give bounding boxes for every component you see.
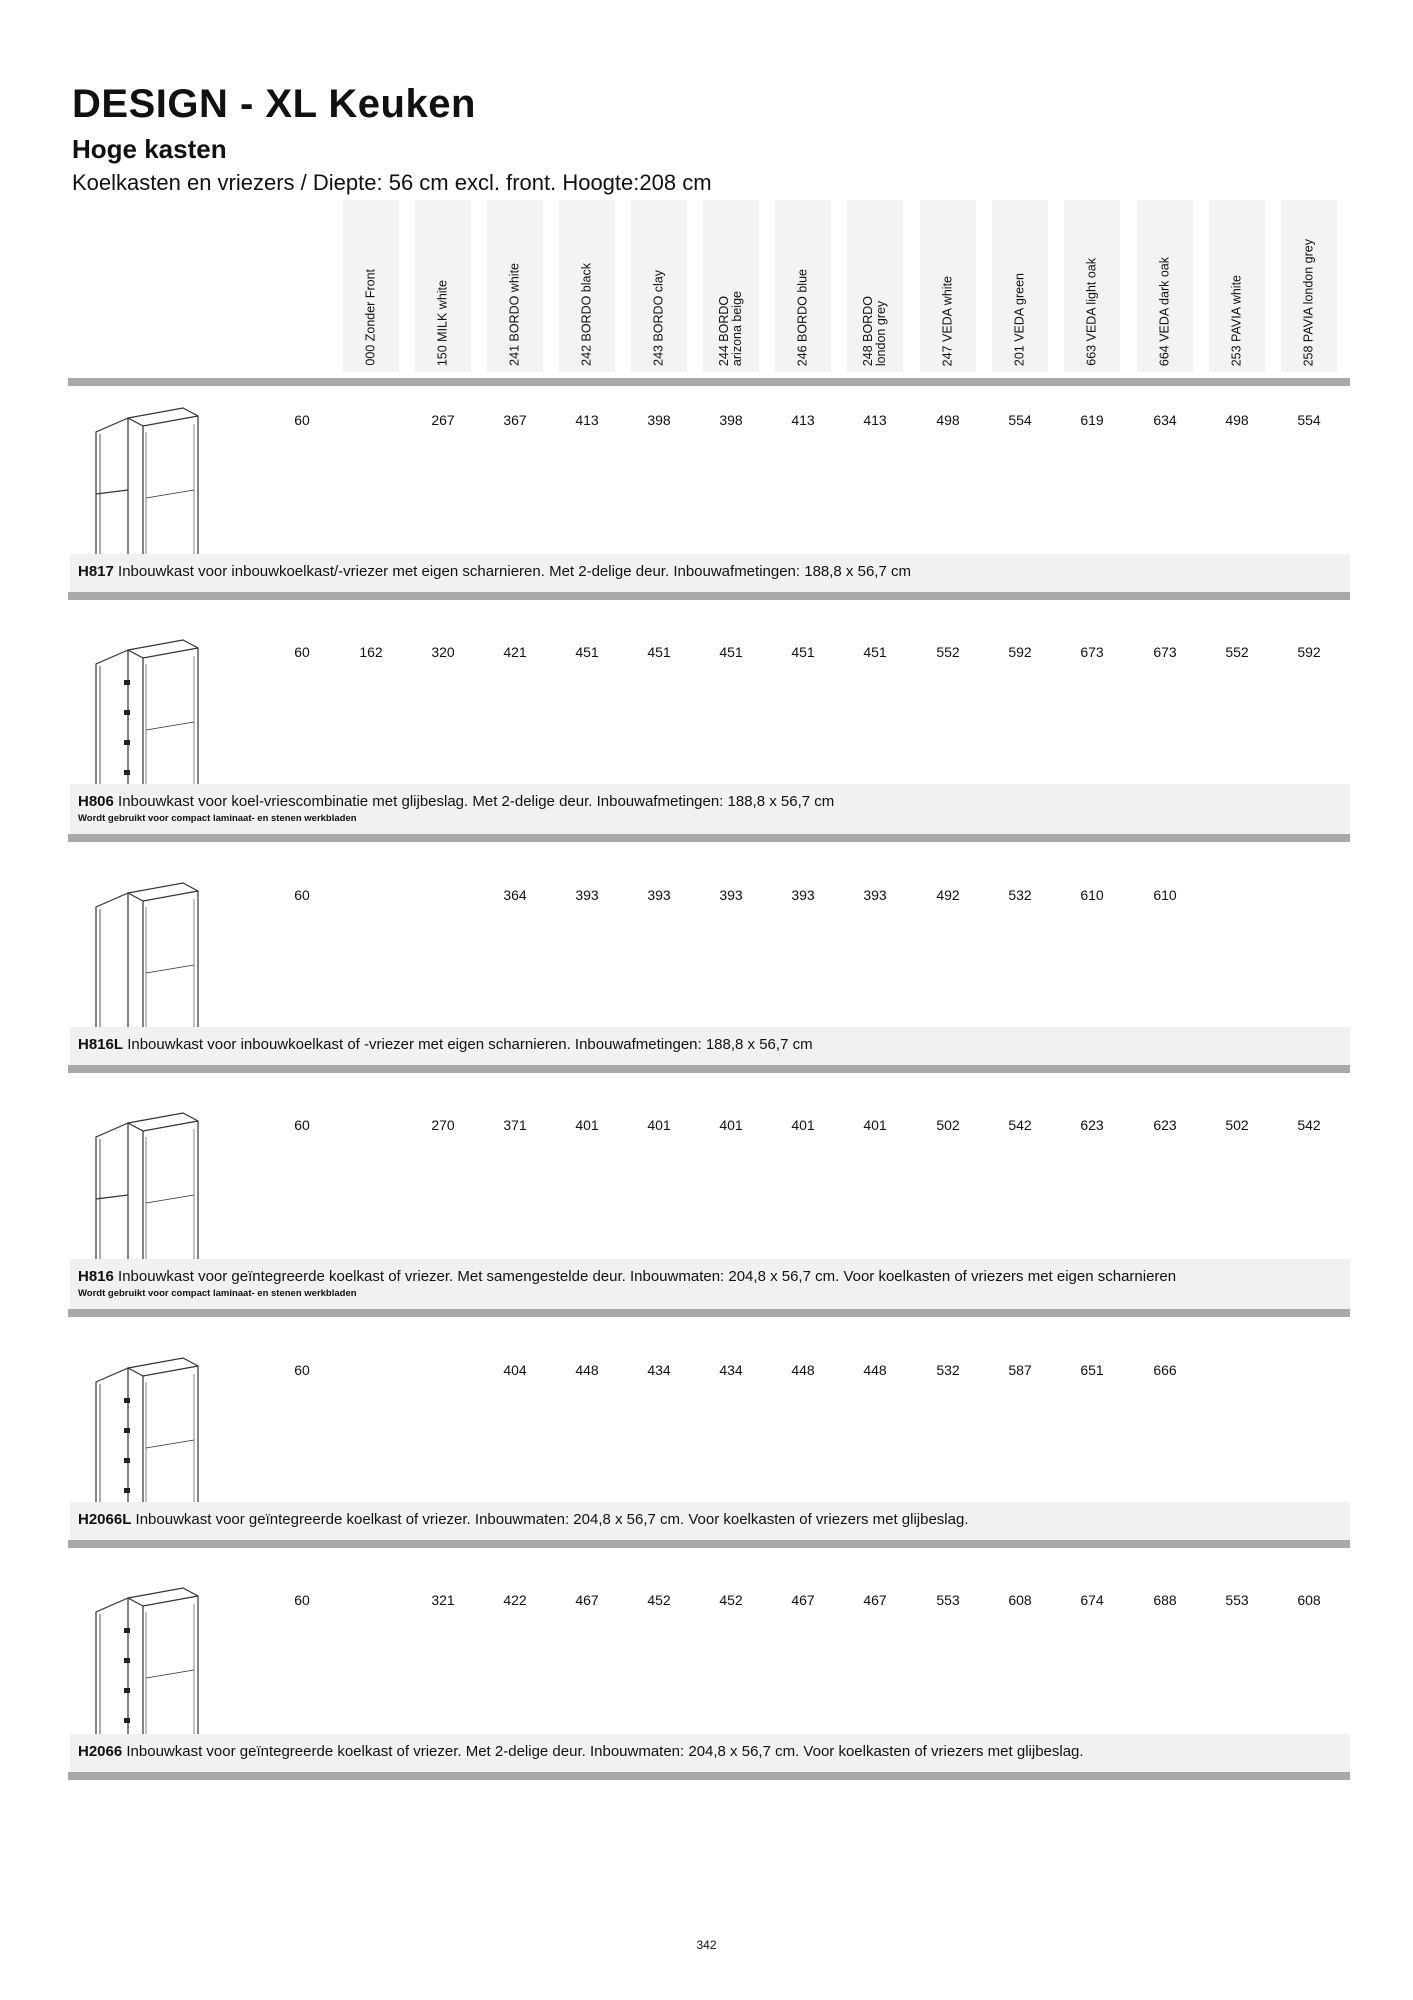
price-cell: 413 [791,412,815,428]
price-cell: 502 [1225,1117,1249,1133]
price-cell: 552 [1225,644,1249,660]
row-divider [68,834,1350,842]
price-cell: 610 [1153,887,1177,903]
column-header-label [1014,273,1027,366]
row-divider [68,1540,1350,1548]
row-divider [68,592,1350,600]
price-cell: 467 [791,1592,815,1608]
price-cell: 592 [1008,644,1032,660]
product-description [78,1511,969,1528]
column-header [992,200,1048,372]
product-description [78,793,834,810]
column-header-label [718,291,744,366]
column-header-line: 243 BORDO clay [651,270,666,366]
column-header [920,200,976,372]
cabinet-illustration [88,1103,208,1273]
price-cell: 467 [863,1592,887,1608]
price-cell: 592 [1297,644,1321,660]
price-cell: 270 [431,1117,455,1133]
column-header [343,200,399,372]
product-description-text: Inbouwkast voor inbouwkoelkast of -vriezer met eigen scharnieren. Inbouwafmetingen: 188,8 x 56,7 cm [123,1036,813,1053]
price-cell: 393 [575,887,599,903]
price-cell: 451 [791,644,815,660]
cabinet-illustration [88,873,208,1043]
column-header-label [509,263,522,366]
price-cell: 452 [719,1592,743,1608]
price-cell: 404 [503,1362,527,1378]
width-value: 60 [294,644,310,660]
price-cell: 367 [503,412,527,428]
price-cell: 634 [1153,412,1177,428]
column-header [1281,200,1337,372]
column-header-label [365,269,378,366]
product-note: Wordt gebruikt voor compact laminaat- en stenen werkbladen [78,813,357,824]
product-code: H816 [78,1268,114,1285]
price-cell: 267 [431,412,455,428]
column-header [415,200,471,372]
product-row [0,1330,1413,1548]
product-code: H817 [78,563,114,580]
price-cell: 451 [647,644,671,660]
row-divider [68,1065,1350,1073]
row-divider [68,1309,1350,1317]
price-cell: 398 [647,412,671,428]
price-cell: 401 [719,1117,743,1133]
column-header-line: 244 BORDO [717,295,731,366]
price-cell: 451 [719,644,743,660]
price-cell: 452 [647,1592,671,1608]
width-value: 60 [294,412,310,428]
product-row [0,855,1413,1073]
price-cell: 498 [1225,412,1249,428]
product-row [0,1085,1413,1317]
section-title: Hoge kasten [72,134,227,164]
column-header-line: arizona beige [730,290,744,366]
price-cell: 413 [575,412,599,428]
column-header-line: 150 MILK white [435,279,450,366]
column-header [775,200,831,372]
price-cell: 553 [936,1592,960,1608]
price-cell: 393 [791,887,815,903]
price-cell: 413 [863,412,887,428]
price-cell: 434 [719,1362,743,1378]
column-header-label [1231,275,1244,366]
column-header [487,200,543,372]
product-description-text: Inbouwkast voor geïntegreerde koelkast of vriezer. Met samengestelde deur. Inbouwmaten: 204,8 x 56,7 cm. Voor koelkasten of vriezers met eigen scharnieren [113,1268,1177,1285]
price-cell: 401 [647,1117,671,1133]
column-header-line: 242 BORDO black [579,263,594,366]
price-cell: 553 [1225,1592,1249,1608]
price-cell: 467 [575,1592,599,1608]
price-cell: 554 [1297,412,1321,428]
cabinet-illustration [88,398,208,568]
cabinet-image [88,630,208,805]
column-header-line: 201 VEDA green [1012,272,1027,366]
cabinet-illustration [88,630,208,800]
cabinet-illustration [88,1578,208,1748]
product-description [78,1268,1176,1285]
price-cell: 623 [1080,1117,1104,1133]
width-value: 60 [294,1592,310,1608]
section-subtitle: Koelkasten en vriezers / Diepte: 56 cm excl. front. Hoogte:208 cm [72,170,712,195]
price-cell: 608 [1297,1592,1321,1608]
column-header-line: london grey [874,300,888,366]
price-cell: 434 [647,1362,671,1378]
column-header-label [942,276,955,366]
price-cell: 401 [575,1117,599,1133]
column-header-line: 000 Zonder Front [363,269,378,366]
column-header-line: 258 PAVIA london grey [1301,238,1316,366]
price-cell: 498 [936,412,960,428]
product-description-text: Inbouwkast voor geïntegreerde koelkast of vriezer. Met 2-delige deur. Inbouwmaten: 204,8 x 56,7 cm. Voor koelkasten of vriezers met glijbeslag. [122,1743,1084,1760]
column-header [1209,200,1265,372]
column-header [703,200,759,372]
price-cell: 393 [647,887,671,903]
cabinet-image [88,1578,208,1753]
price-cell: 666 [1153,1362,1177,1378]
product-code: H2066L [78,1511,132,1528]
column-header-label [437,280,450,366]
price-cell: 623 [1153,1117,1177,1133]
product-row [0,612,1413,842]
column-header-line: 241 BORDO white [507,263,522,366]
row-divider [68,1772,1350,1780]
column-header-label [653,270,666,366]
price-cell: 532 [936,1362,960,1378]
price-cell: 448 [575,1362,599,1378]
price-cell: 673 [1153,644,1177,660]
product-description-text: Inbouwkast voor inbouwkoelkast/-vriezer met eigen scharnieren. Met 2-delige deur. Inbouwafmetingen: 188,8 x 56,7 cm [113,563,911,580]
price-cell: 401 [791,1117,815,1133]
price-cell: 371 [503,1117,527,1133]
price-cell: 421 [503,644,527,660]
column-header [847,200,903,372]
product-row [0,1560,1413,1780]
width-value: 60 [294,1117,310,1133]
page-title: DESIGN - XL Keuken [72,82,476,126]
product-description [78,563,911,580]
price-cell: 688 [1153,1592,1177,1608]
price-cell: 619 [1080,412,1104,428]
column-header-line: 664 VEDA dark oak [1157,256,1172,366]
cabinet-image [88,1103,208,1278]
column-header-label [862,296,888,366]
price-cell: 651 [1080,1362,1104,1378]
product-code: H816L [78,1036,124,1053]
price-cell: 542 [1008,1117,1032,1133]
price-cell: 162 [359,644,383,660]
column-header-line: 663 VEDA light oak [1084,258,1099,366]
page-number: 342 [696,1938,717,1952]
price-cell: 320 [431,644,455,660]
column-header [1064,200,1120,372]
price-cell: 554 [1008,412,1032,428]
column-header-label [1086,258,1099,366]
price-cell: 364 [503,887,527,903]
product-row [0,380,1413,600]
column-headers [0,200,1413,372]
price-cell: 587 [1008,1362,1032,1378]
column-header-label [797,269,810,366]
price-cell: 492 [936,887,960,903]
product-note: Wordt gebruikt voor compact laminaat- en stenen werkbladen [78,1288,357,1299]
price-cell: 673 [1080,644,1104,660]
price-cell: 393 [863,887,887,903]
price-cell: 610 [1080,887,1104,903]
column-header-line: 246 BORDO blue [795,268,810,366]
price-cell: 448 [863,1362,887,1378]
price-cell: 393 [719,887,743,903]
price-cell: 608 [1008,1592,1032,1608]
price-cell: 532 [1008,887,1032,903]
price-cell: 422 [503,1592,527,1608]
column-header-label [581,263,594,366]
cabinet-image [88,873,208,1048]
product-description-text: Inbouwkast voor koel-vriescombinatie met glijbeslag. Met 2-delige deur. Inbouwafmetingen: 188,8 x 56,7 cm [113,793,835,810]
price-cell: 542 [1297,1117,1321,1133]
price-cell: 674 [1080,1592,1104,1608]
price-cell: 401 [863,1117,887,1133]
price-cell: 398 [719,412,743,428]
product-code: H2066 [78,1743,123,1760]
cabinet-image [88,1348,208,1523]
column-header-line: 248 BORDO [861,295,875,366]
price-cell: 552 [936,644,960,660]
column-header-line: 247 VEDA white [940,275,955,366]
cabinet-image [88,398,208,573]
product-description [78,1743,1084,1760]
column-header-label [1159,257,1172,366]
price-cell: 451 [863,644,887,660]
column-header-line: 253 PAVIA white [1229,274,1244,366]
price-cell: 448 [791,1362,815,1378]
column-header-label [1303,239,1316,366]
width-value: 60 [294,887,310,903]
price-cell: 321 [431,1592,455,1608]
width-value: 60 [294,1362,310,1378]
price-cell: 502 [936,1117,960,1133]
price-cell: 451 [575,644,599,660]
product-description-text: Inbouwkast voor geïntegreerde koelkast of vriezer. Inbouwmaten: 204,8 x 56,7 cm. Voor koelkasten of vriezers met glijbeslag. [131,1511,969,1528]
column-header [1137,200,1193,372]
column-header [631,200,687,372]
column-header [559,200,615,372]
product-description [78,1036,813,1053]
cabinet-illustration [88,1348,208,1518]
product-code: H806 [78,793,114,810]
